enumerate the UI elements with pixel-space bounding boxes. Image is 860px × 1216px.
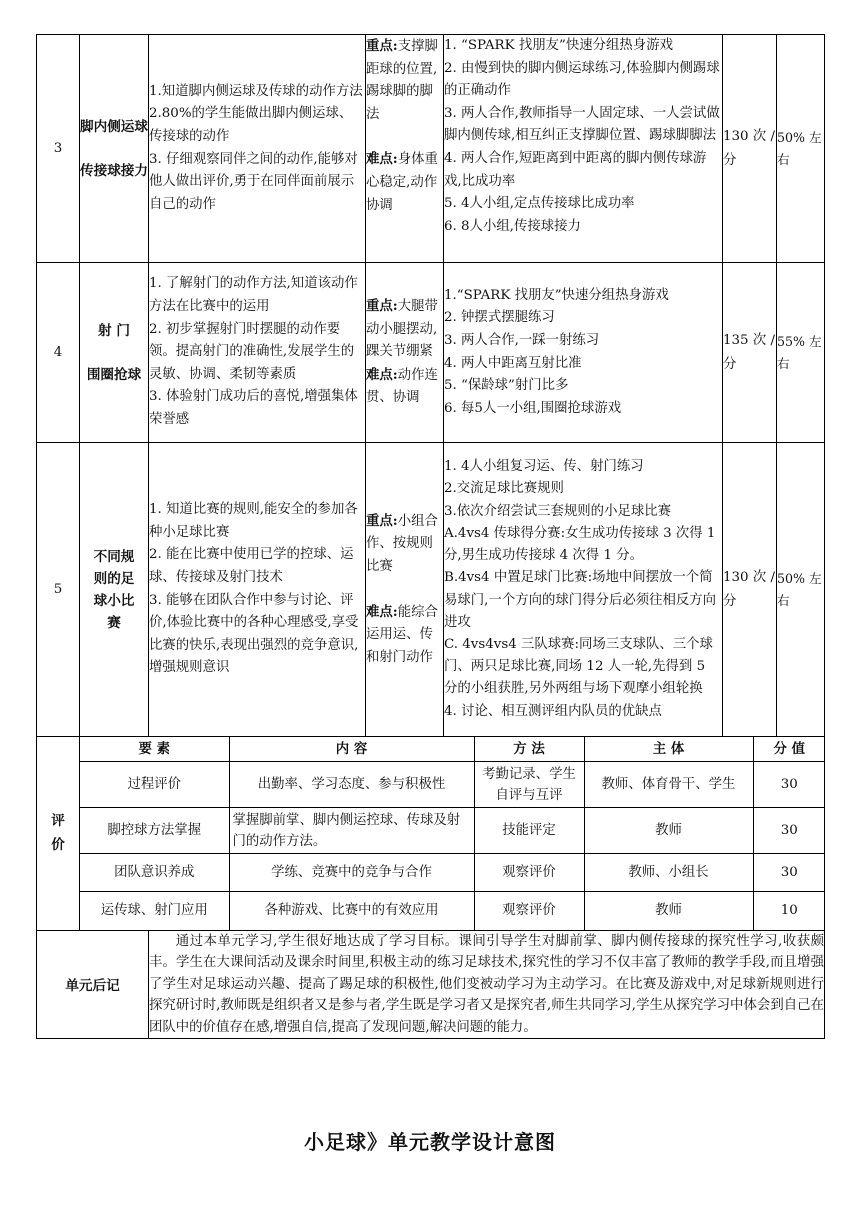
- exercise-density: 55% 左右: [777, 263, 825, 443]
- activity-item: 5. “保龄球”射门比多: [444, 378, 569, 394]
- key-point-text: 大腿带动小腿摆动,踝关节绷紧: [366, 299, 438, 360]
- lesson-activities: [444, 35, 723, 263]
- exercise-density: 50% 左右: [777, 443, 825, 737]
- activity-item: 6. 每5人一小组,围圈抢球游戏: [444, 400, 622, 416]
- difficult-point-label: 难点:: [366, 603, 398, 620]
- activity-item: 2. 由慢到快的脚内侧运球练习,体验脚内侧踢球的正确动作: [444, 60, 720, 99]
- table-cell: 运传球、射门应用: [80, 892, 229, 930]
- lesson-goals: [149, 263, 366, 443]
- topic-line-1: 脚内侧运球: [80, 118, 148, 135]
- lesson-activities: [444, 263, 723, 443]
- key-point-text: 支撑脚距球的位置,踢球脚的脚法: [366, 39, 438, 122]
- activity-item: C. 4vs4vs4 三队球赛:同场三支球队、三个球门、两只足球比赛,同场 12 人一轮,先得到 5 分的小组获胜,另外两组与场下观摩小组轮换: [444, 636, 713, 697]
- evaluation-cell: [80, 737, 825, 931]
- table-cell: 30: [753, 854, 825, 892]
- difficult-point-text: 动作连贯、协调: [366, 367, 438, 406]
- table-cell: 教师、体育骨干、学生: [584, 762, 753, 808]
- goal-item: 1. 知道比赛的规则,能安全的参加各种小足球比赛: [149, 502, 358, 540]
- header-cell: 主 体: [584, 737, 753, 762]
- header-cell: 分 值: [753, 737, 825, 762]
- exercise-density: 50% 左右: [777, 35, 825, 263]
- header-cell: 要 素: [80, 737, 229, 762]
- activity-item: 5. 4人小组,定点传接球比成功率: [444, 196, 635, 212]
- table-cell: 过程评价: [80, 762, 229, 808]
- key-difficult-points: [366, 263, 444, 443]
- goal-item: 3. 能够在团队合作中参与讨论、评价,体验比赛中的各种心理感受,享受比赛的快乐,表现出强烈的竞争意识,增强规则意识: [149, 592, 359, 676]
- heart-rate-count: 130 次 / 分: [723, 35, 777, 263]
- topic-line-1: 不同规则的足球小比赛: [93, 548, 135, 631]
- key-difficult-points: [366, 35, 444, 263]
- table-row: [80, 892, 825, 930]
- lesson-topic: [80, 443, 149, 737]
- activity-item: A.4vs4 传球得分赛:女生成功传接球 3 次得 1 分,男生成功传接球 4 次得 1 分。: [444, 525, 716, 564]
- difficult-point-text: 身体重心稳定,动作协调: [366, 152, 438, 213]
- activity-item: 2.交流足球比赛规则: [444, 481, 564, 497]
- lesson-goals: [149, 35, 366, 263]
- table-cell: 教师: [584, 808, 753, 854]
- activity-item: 1.“SPARK 找朋友”快速分组热身游戏: [444, 287, 669, 303]
- lesson-topic: [80, 35, 149, 263]
- table-cell: 考勤记录、学生自评与互评: [474, 762, 584, 808]
- activity-item: 1. “SPARK 找朋友”快速分组热身游戏: [444, 38, 673, 53]
- table-cell: 掌握脚前掌、脚内侧运控球、传球及射门的动作方法。: [229, 808, 474, 854]
- heart-rate-count: 135 次 / 分: [723, 263, 777, 443]
- lesson-row-5: [37, 443, 825, 737]
- key-point-label: 重点:: [366, 298, 398, 315]
- reflection-row: [37, 930, 825, 1039]
- table-cell: 30: [753, 808, 825, 854]
- reflection-text: 通过本单元学习,学生很好地达成了学习目标。课间引导学生对脚前掌、脚内侧传接球的探究性学习,收获颇丰。学生在大课间活动及课余时间里,积极主动的练习足球技术,探究性的学习不仅丰富了教师的教学手段,而且增强了学生对足球运动兴趣、提高了踢足球的积极性,他们变被动学习为主动学习。在比赛及游戏中,对足球新规则进行探究研讨时,教师既是组织者又是参与者,学生既是学习者又是探究者,师生共同学习,学生从探究学习中体会到自己在团队中的价值存在感,增强自信,提高了发现问题,解决问题的能力。: [149, 930, 825, 1039]
- goal-item: 2. 初步掌握射门时摆腿的动作要领。提高射门的准确性,发展学生的灵敏、协调、柔韧等素质: [149, 321, 355, 382]
- activity-item: 3. 两人合作,教师指导一人固定球、一人尝试做脚内侧传球,相互纠正支撑脚位置、踢球脚脚法: [444, 105, 720, 144]
- activity-item: 3.依次介绍尝试三套规则的小足球比赛: [444, 503, 672, 519]
- lesson-number: 4: [37, 263, 80, 443]
- lesson-row-3: [37, 35, 825, 263]
- table-cell: 脚控球方法掌握: [80, 808, 229, 854]
- topic-line-2: 围圈抢球: [86, 366, 142, 383]
- table-cell: 团队意识养成: [80, 854, 229, 892]
- table-row: [80, 854, 825, 892]
- table-cell: 观察评价: [474, 854, 584, 892]
- difficult-point-label: 难点:: [366, 151, 398, 168]
- activity-item: 2. 钟摆式摆腿练习: [444, 310, 555, 326]
- activity-item: 1. 4人小组复习运、传、射门练习: [444, 459, 644, 475]
- goal-item: 1.知道脚内侧运球及传球的动作方法: [149, 83, 363, 99]
- topic-line-2: 传接球接力: [80, 162, 148, 179]
- table-cell: 教师: [584, 892, 753, 930]
- heart-rate-count: 130 次 / 分: [723, 443, 777, 737]
- table-cell: 观察评价: [474, 892, 584, 930]
- unit-plan-table: [36, 34, 825, 1039]
- table-row: [80, 808, 825, 854]
- key-difficult-points: [366, 443, 444, 737]
- evaluation-table: [80, 737, 825, 930]
- activity-item: 4. 两人中距离互射比准: [444, 355, 582, 371]
- evaluation-label: 评价: [37, 737, 80, 931]
- table-cell: 学练、竞赛中的竞争与合作: [229, 854, 474, 892]
- activity-item: 3. 两人合作,一踩一射练习: [444, 332, 600, 348]
- topic-line-1: 射 门: [98, 322, 130, 339]
- key-point-text: 小组合作、按规则比赛: [366, 513, 438, 574]
- table-cell: 10: [753, 892, 825, 930]
- activity-item: B.4vs4 中置足球门比赛:场地中间摆放一个简易球门,一个方向的球门得分后必须往相反方向进攻: [444, 570, 717, 630]
- lesson-row-4: [37, 263, 825, 443]
- goal-item: 3. 仔细观察同伴之间的动作,能够对他人做出评价,勇于在同伴面前展示自己的动作: [149, 151, 358, 212]
- table-cell: 30: [753, 762, 825, 808]
- goal-item: 2.80%的学生能做出脚内侧运球、传接球的动作: [149, 106, 353, 144]
- key-point-label: 重点:: [366, 38, 398, 54]
- goal-item: 2. 能在比赛中使用已学的控球、运球、传接球及射门技术: [149, 547, 354, 585]
- difficult-point-label: 难点:: [366, 366, 398, 383]
- key-point-label: 重点:: [366, 512, 398, 529]
- lesson-topic: [80, 263, 149, 443]
- lesson-number: 3: [37, 35, 80, 263]
- lesson-goals: [149, 443, 366, 737]
- goal-item: 3. 体验射门成功后的喜悦,增强集体荣誉感: [149, 389, 358, 427]
- table-cell: 出勤率、学习态度、参与积极性: [229, 762, 474, 808]
- header-cell: 内 容: [229, 737, 474, 762]
- table-cell: 教师、小组长: [584, 854, 753, 892]
- activity-item: 4. 讨论、相互测评组内队员的优缺点: [444, 703, 662, 719]
- lesson-activities: [444, 443, 723, 737]
- header-cell: 方 法: [474, 737, 584, 762]
- table-cell: 技能评定: [474, 808, 584, 854]
- activity-item: 4. 两人合作,短距离到中距离的脚内侧传球游戏,比成功率: [444, 150, 707, 189]
- section-title: 小足球》单元教学设计意图: [304, 1130, 556, 1154]
- activity-item: 6. 8人小组,传接球接力: [444, 218, 581, 234]
- evaluation-row: [37, 737, 825, 931]
- table-cell: 各种游戏、比赛中的有效应用: [229, 892, 474, 930]
- goal-item: 1. 了解射门的动作方法,知道该动作方法在比赛中的运用: [149, 276, 358, 315]
- evaluation-header-row: [80, 737, 825, 762]
- table-row: [80, 762, 825, 808]
- lesson-number: 5: [37, 443, 80, 737]
- difficult-point-text: 能综合运用运、传和射门动作: [366, 604, 438, 665]
- reflection-label: 单元后记: [37, 930, 149, 1039]
